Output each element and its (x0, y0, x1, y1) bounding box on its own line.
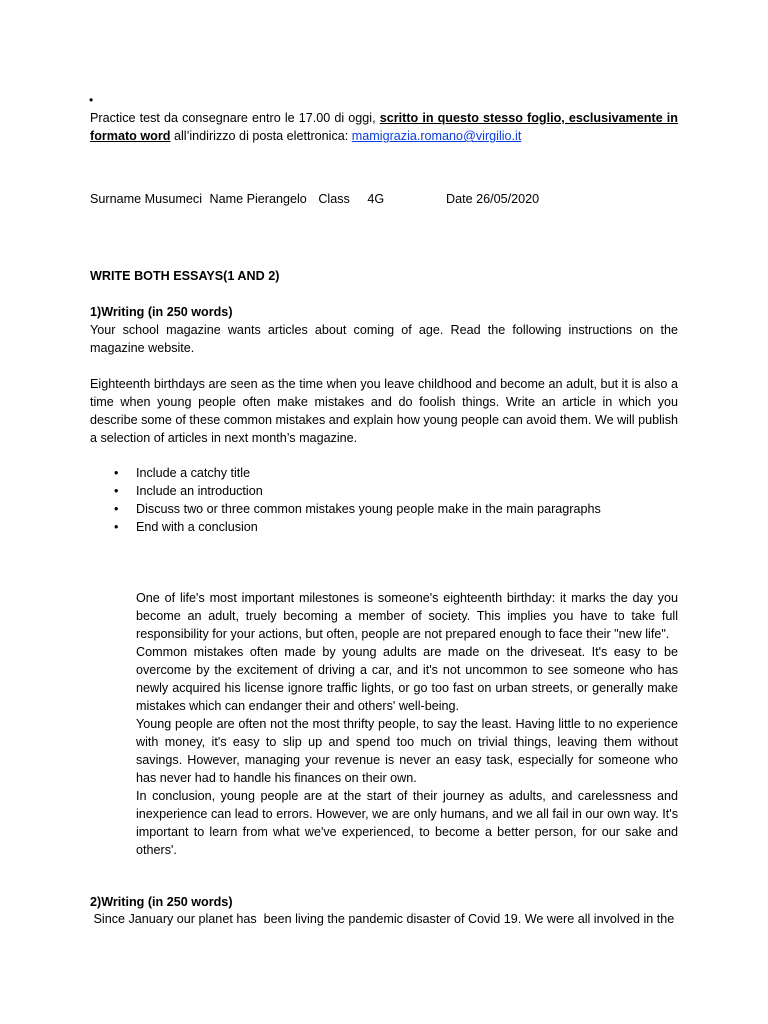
list-item-label: Include an introduction (136, 484, 263, 498)
date-label: Date (446, 192, 473, 206)
bullet-icon: • (114, 502, 119, 516)
bullet-icon: • (114, 484, 119, 498)
bullet-icon: • (114, 520, 119, 534)
surname-value: Musumeci (144, 192, 202, 206)
instructions-plain-text: Practice test da consegnare entro le 17.00 di oggi, (90, 111, 376, 125)
email-link[interactable]: mamigrazia.romano@virgilio.it (351, 129, 522, 143)
list-item-label: Include a catchy title (136, 466, 251, 480)
essay-paragraph: In conclusion, young people are at the start of their journey as adults, and carelessness and inexperience can lead to errors. However, we are only humans, and we all fail in our own way. It's important to learn from what we've experienced, to become a better person, for our sake and others'. (136, 789, 678, 857)
date-field (446, 190, 539, 208)
task1-intro: Your school magazine wants articles about coming of age. Read the following instructions on the magazine website. (90, 323, 678, 355)
list-item (90, 500, 690, 518)
name-label: Name (209, 192, 244, 206)
instructions-underlined-text: scritto in questo stesso foglio, esclusivamente in (379, 111, 678, 125)
task2-text: Since January our planet has been living the pandemic disaster of Covid 19. We were all involved in the (90, 912, 675, 926)
top-bullet: • (89, 93, 94, 107)
instructions-heading: WRITE BOTH ESSAYS(1 AND 2) (90, 269, 280, 283)
instructions-format-text: formato word (90, 129, 171, 143)
task1-heading: 1)Writing (in 250 words) (90, 305, 233, 319)
essay-paragraph: One of life's most important milestones is someone's eighteenth birthday: it marks the day you become an adult, truely becoming a member of society. This implies you have to take full responsibility for your actions, but often, people are not prepared enough to face their "new life". (136, 591, 678, 641)
student-info-line (90, 190, 690, 208)
date-value: 26/05/2020 (476, 192, 540, 206)
name-value: Pierangelo (246, 192, 307, 206)
task1-essay (136, 589, 678, 859)
task1-prompt: Eighteenth birthdays are seen as the time when you leave childhood and become an adult, but it is also a time when young people often make mistakes and do foolish things. Write an article in which you describe some of these common mistakes and explain how young people can avoid them. We will publish a selection of articles in next month’s magazine. (90, 377, 678, 445)
instructions-address-text: all’indirizzo di posta elettronica: (173, 129, 349, 143)
task1-requirements-list (90, 464, 690, 536)
essay-paragraph: Young people are often not the most thrifty people, to say the least. Having little to no experience with money, it's easy to slip up and spend too much on trivial things, leaving them without savings. However, managing your revenue is never an easy task, especially for someone who has never had to handle his finances on their own. (136, 717, 678, 785)
submission-instructions (90, 109, 678, 145)
surname-label: Surname (90, 192, 142, 206)
bullet-icon: • (114, 466, 119, 480)
list-item (90, 518, 690, 536)
list-item (90, 464, 690, 482)
task2-heading: 2)Writing (in 250 words) (90, 895, 233, 909)
essay-paragraph: Common mistakes often made by young adults are made on the driveseat. It's easy to be overcome by the excitement of driving a car, and it's not uncommon to see someone who has newly acquired his license ignore traffic lights, or go too fast on urban streets, or generally make mistakes which can endanger their and others' well-being. (136, 645, 678, 713)
list-item (90, 482, 690, 500)
list-item-label: Discuss two or three common mistakes young people make in the main paragraphs (136, 502, 601, 516)
list-item-label: End with a conclusion (136, 520, 258, 534)
class-label: Class (318, 192, 350, 206)
class-value: 4G (367, 192, 385, 206)
